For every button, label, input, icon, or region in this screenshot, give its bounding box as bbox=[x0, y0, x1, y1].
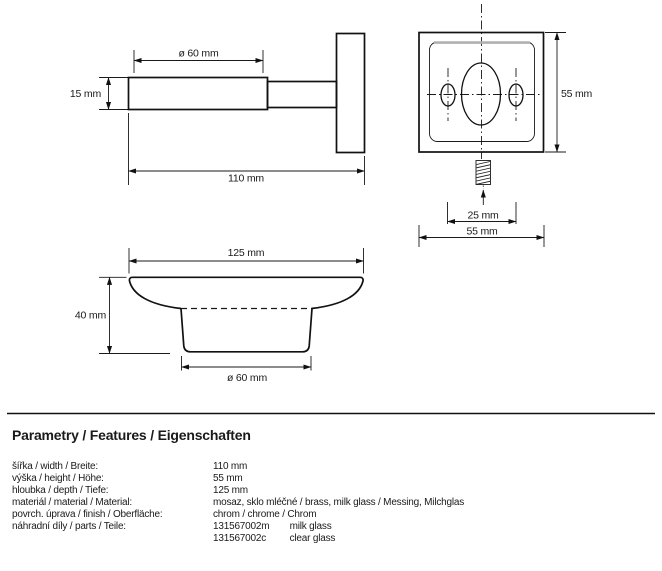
part-code: 131567002m bbox=[213, 521, 270, 532]
dimension-dish-height-40 bbox=[75, 277, 170, 353]
dimension-length-110 bbox=[129, 113, 365, 185]
spec-row-width bbox=[12, 461, 652, 473]
side-view-diameter-label: ø 60 mm bbox=[178, 47, 219, 60]
front-view-height-label: 55 mm bbox=[561, 88, 593, 100]
side-view bbox=[70, 34, 365, 186]
spec-value: 125 mm bbox=[213, 485, 248, 496]
soap-dish-bowl bbox=[129, 277, 363, 308]
center-boss-ellipse bbox=[462, 63, 501, 125]
front-view bbox=[419, 4, 593, 247]
part-item bbox=[213, 521, 652, 533]
spec-label: povrch. úprava / finish / Oberfläche: bbox=[12, 509, 163, 520]
dimension-dish-base-diameter-60 bbox=[182, 356, 312, 384]
spec-value: chrom / chrome / Chrom bbox=[213, 509, 317, 520]
wall-plate-inner-face bbox=[430, 42, 535, 142]
dimension-hole-spacing-25 bbox=[448, 202, 517, 224]
side-view-height-label: 15 mm bbox=[69, 88, 101, 100]
spec-label: hloubka / depth / Tiefe: bbox=[12, 485, 109, 496]
spec-value: 55 mm bbox=[213, 473, 243, 484]
dimension-plate-height-55 bbox=[545, 33, 593, 153]
spec-value: mosaz, sklo mléčné / brass, milk glass / Messing, Milchglas bbox=[213, 497, 465, 508]
dish-width-label: 125 mm bbox=[227, 247, 265, 259]
spec-row-height bbox=[12, 473, 652, 485]
dimension-plate-width-55 bbox=[419, 225, 544, 247]
part-code: 131567002c bbox=[213, 533, 267, 544]
spec-label: šířka / width / Breite: bbox=[12, 461, 98, 472]
spec-row-depth bbox=[12, 485, 652, 497]
dish-height-label: 40 mm bbox=[74, 309, 106, 322]
wall-plate-side bbox=[337, 34, 365, 153]
dimension-diameter-60 bbox=[134, 48, 263, 74]
spec-table bbox=[12, 461, 652, 545]
holder-arm-outer bbox=[129, 78, 268, 110]
spec-row-parts bbox=[12, 521, 652, 545]
dimension-dish-width-125 bbox=[129, 247, 364, 274]
spec-label: materiál / material / Material: bbox=[12, 497, 132, 508]
part-name: clear glass bbox=[289, 533, 336, 544]
spec-value-parts bbox=[213, 521, 652, 545]
dish-base-diameter-label: ø 60 mm bbox=[226, 372, 268, 384]
side-view-length-label: 110 mm bbox=[228, 172, 264, 185]
set-screw bbox=[476, 161, 491, 206]
dimension-height-15 bbox=[70, 78, 128, 110]
spec-label: náhradní díly / parts / Teile: bbox=[12, 521, 126, 532]
spec-row-material bbox=[12, 497, 652, 509]
dish-view bbox=[75, 247, 364, 384]
part-name: milk glass bbox=[289, 521, 332, 532]
holder-arm-inner bbox=[268, 82, 337, 108]
specs-heading: Parametry / Features / Eigenschaften bbox=[12, 427, 251, 443]
front-view-width-label: 55 mm bbox=[466, 225, 498, 238]
front-view-hole-spacing-label: 25 mm bbox=[467, 209, 499, 222]
spec-label: výška / height / Höhe: bbox=[12, 473, 104, 484]
specs-section bbox=[12, 427, 652, 545]
part-item bbox=[213, 533, 652, 545]
soap-dish-base bbox=[181, 309, 312, 352]
spec-row-finish bbox=[12, 509, 652, 521]
spec-value: 110 mm bbox=[213, 461, 248, 472]
